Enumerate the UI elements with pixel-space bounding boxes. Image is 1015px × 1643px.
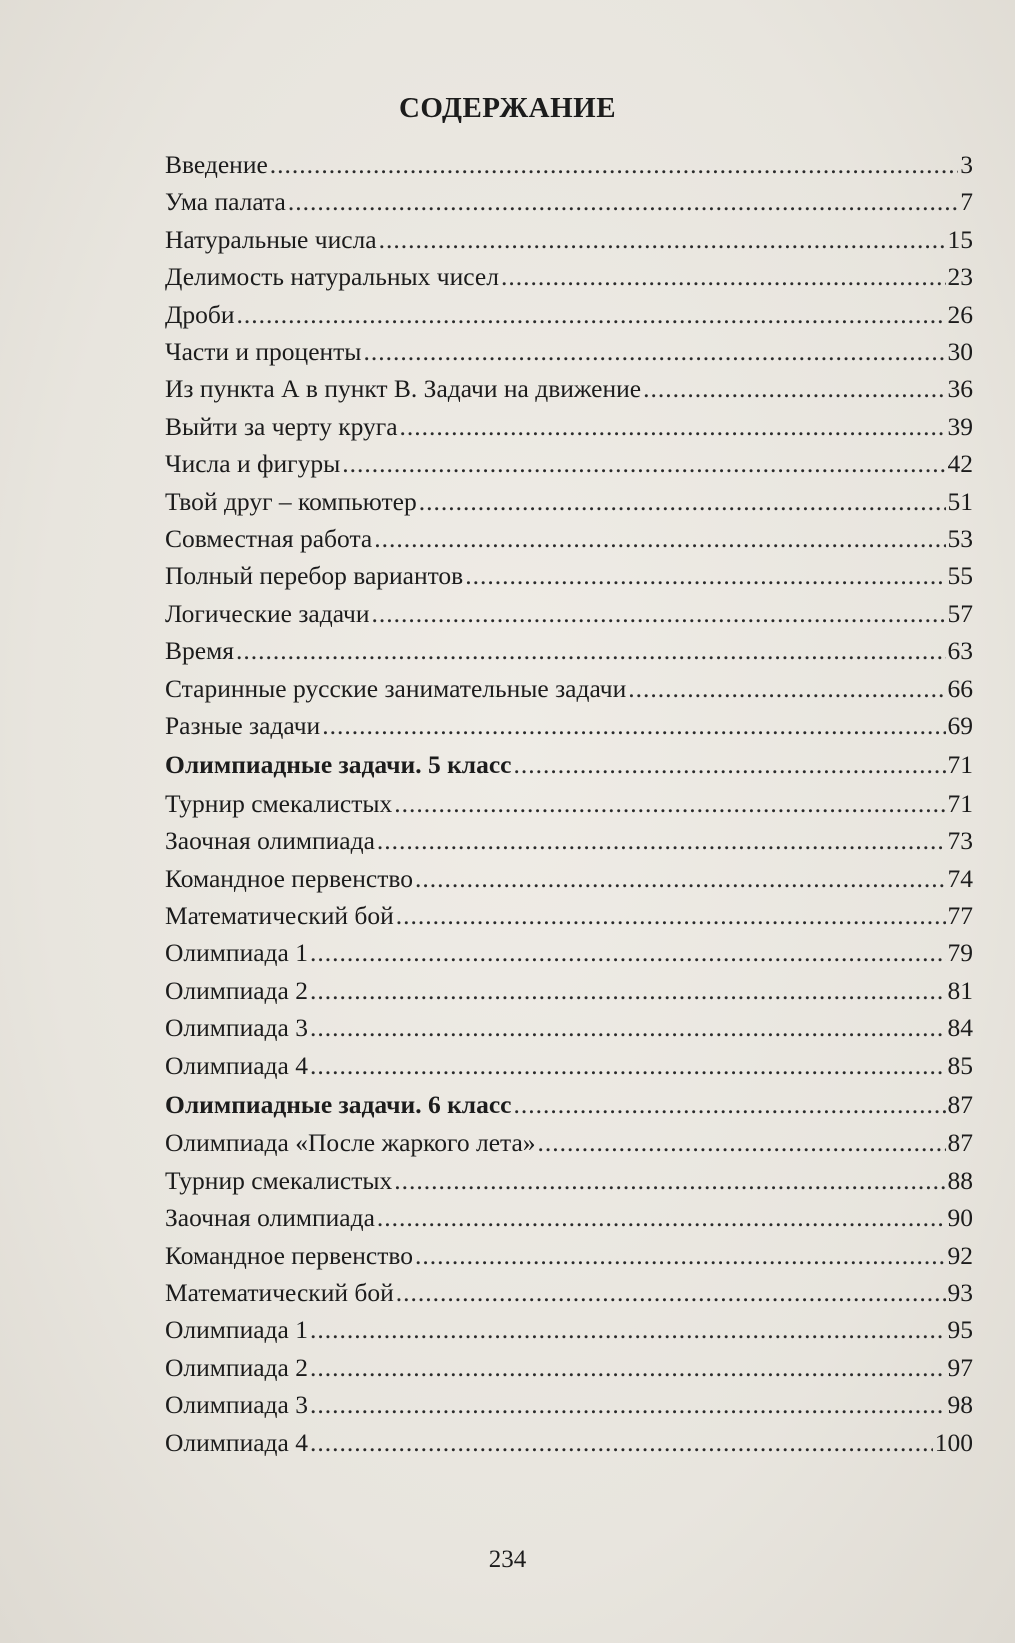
toc-entry xyxy=(165,1237,973,1275)
toc-entry xyxy=(165,785,973,823)
toc-leader-dots xyxy=(394,785,945,823)
toc-entry xyxy=(165,1274,973,1312)
toc-entry xyxy=(165,483,973,521)
toc-leader-dots xyxy=(415,1237,946,1275)
toc-entry-page: 53 xyxy=(947,524,973,553)
toc-entry-label: Олимпиадные задачи. 5 класс xyxy=(165,750,512,779)
toc-entry xyxy=(165,1424,973,1462)
toc-entry xyxy=(165,860,973,898)
toc-entry xyxy=(165,146,973,184)
toc-entry-label: Олимпиада 3 xyxy=(165,1013,308,1042)
toc-entry-label: Олимпиада 3 xyxy=(165,1390,308,1419)
toc-entry xyxy=(165,707,973,745)
toc-entry-page: 71 xyxy=(947,750,973,779)
toc-leader-dots xyxy=(394,1162,945,1200)
toc-entry-label: Олимпиада 1 xyxy=(165,1315,308,1344)
toc-entry-label: Математический бой xyxy=(165,901,394,930)
toc-entry-label: Дроби xyxy=(165,300,235,329)
toc-entry-label: Числа и фигуры xyxy=(165,449,341,478)
toc-leader-dots xyxy=(310,1424,933,1462)
toc-entry-page: 7 xyxy=(960,187,973,216)
toc-entry-label: Полный перебор вариантов xyxy=(165,561,464,590)
toc-entry xyxy=(165,1386,973,1424)
toc-entry-label: Олимпиадные задачи. 6 класс xyxy=(165,1090,512,1119)
toc-entry xyxy=(165,557,973,595)
toc-leader-dots xyxy=(310,1009,946,1047)
toc-leader-dots xyxy=(270,146,958,184)
toc-entry-page: 42 xyxy=(947,449,973,478)
toc-entry-page: 97 xyxy=(947,1353,973,1382)
toc-entry-label: Командное первенство xyxy=(165,864,413,893)
toc-entry-label: Олимпиада 1 xyxy=(165,938,308,967)
toc-entry xyxy=(165,1124,973,1162)
toc-entry xyxy=(165,258,973,296)
toc-entry-label: Заочная олимпиада xyxy=(165,826,375,855)
toc-leader-dots xyxy=(371,595,945,633)
toc-entry xyxy=(165,1047,973,1085)
toc-leader-dots xyxy=(514,1086,946,1124)
toc-leader-dots xyxy=(310,1311,946,1349)
toc-entry-label: Части и проценты xyxy=(165,337,362,366)
toc-entry-label: Олимпиада 4 xyxy=(165,1428,308,1457)
toc-entry-page: 15 xyxy=(947,225,973,254)
toc-entry-page: 66 xyxy=(947,674,973,703)
toc-entry-label: Делимость натуральных чисел xyxy=(165,262,499,291)
toc-leader-dots xyxy=(342,445,945,483)
toc-entry-label: Выйти за черту круга xyxy=(165,412,398,441)
toc-entry-page: 93 xyxy=(947,1278,973,1307)
toc-entry-label: Разные задачи xyxy=(165,711,321,740)
toc-entry-page: 73 xyxy=(947,826,973,855)
toc-entry-label: Совместная работа xyxy=(165,524,373,553)
toc-leader-dots xyxy=(310,1047,946,1085)
toc-entry xyxy=(165,1349,973,1387)
toc-entry xyxy=(165,1009,973,1047)
toc-entry xyxy=(165,595,973,633)
toc-entry-label: Турнир смекалистых xyxy=(165,1166,393,1195)
toc-entry-page: 39 xyxy=(947,412,973,441)
toc-entry-page: 23 xyxy=(947,262,973,291)
toc-leader-dots xyxy=(374,520,945,558)
toc-entry-page: 87 xyxy=(947,1128,973,1157)
toc-leader-dots xyxy=(310,934,946,972)
toc-leader-dots xyxy=(400,408,946,446)
toc-entry-page: 3 xyxy=(960,150,973,179)
toc-entry xyxy=(165,221,973,259)
toc-entry-page: 77 xyxy=(947,901,973,930)
toc-leader-dots xyxy=(465,557,945,595)
toc-entry-page: 81 xyxy=(947,976,973,1005)
toc-entry-page: 95 xyxy=(947,1315,973,1344)
toc-entry xyxy=(165,408,973,446)
toc-entry xyxy=(165,1311,973,1349)
toc-leader-dots xyxy=(396,897,946,935)
toc-entry-label: Старинные русские занимательные задачи xyxy=(165,674,627,703)
toc-entry-page: 87 xyxy=(947,1090,973,1119)
toc-entry-page: 100 xyxy=(934,1428,973,1457)
toc-leader-dots xyxy=(322,707,945,745)
toc-entry-page: 51 xyxy=(947,487,973,516)
toc-entry-label: Олимпиада «После жаркого лета» xyxy=(165,1128,536,1157)
toc-leader-dots xyxy=(514,746,946,784)
toc-leader-dots xyxy=(501,258,946,296)
toc-entry xyxy=(165,296,973,334)
toc-entry-page: 84 xyxy=(947,1013,973,1042)
toc-entry-page: 85 xyxy=(947,1051,973,1080)
toc-entry-page: 36 xyxy=(947,374,973,403)
toc-leader-dots xyxy=(310,1386,946,1424)
toc-entry-page: 63 xyxy=(947,636,973,665)
toc-leader-dots xyxy=(363,333,945,371)
toc-entry xyxy=(165,632,973,670)
toc-leader-dots xyxy=(415,860,946,898)
toc-section-heading xyxy=(165,746,973,784)
toc-leader-dots xyxy=(538,1124,946,1162)
page-title: СОДЕРЖАНИЕ xyxy=(398,92,617,124)
toc-leader-dots xyxy=(396,1274,946,1312)
toc-leader-dots xyxy=(310,1349,946,1387)
toc-entry xyxy=(165,670,973,708)
toc-entry xyxy=(165,1162,973,1200)
toc-leader-dots xyxy=(377,1199,946,1237)
toc-entry-page: 69 xyxy=(947,711,973,740)
toc-entry-page: 90 xyxy=(947,1203,973,1232)
toc-entry xyxy=(165,822,973,860)
toc-leader-dots xyxy=(237,296,946,334)
toc-entry-page: 74 xyxy=(947,864,973,893)
toc-entry-label: Ума палата xyxy=(165,187,286,216)
toc-entry xyxy=(165,972,973,1010)
toc-leader-dots xyxy=(288,183,958,221)
toc-entry-label: Олимпиада 2 xyxy=(165,1353,308,1382)
toc-entry-page: 30 xyxy=(947,337,973,366)
toc-entry-page: 88 xyxy=(947,1166,973,1195)
toc-entry-label: Олимпиада 2 xyxy=(165,976,308,1005)
toc-leader-dots xyxy=(236,632,946,670)
toc-leader-dots xyxy=(643,370,945,408)
toc-entry xyxy=(165,370,973,408)
toc-entry-label: Турнир смекалистых xyxy=(165,789,393,818)
toc-entry-page: 71 xyxy=(947,789,973,818)
toc-entry xyxy=(165,183,973,221)
toc-entry-page: 98 xyxy=(947,1390,973,1419)
toc-entry-label: Командное первенство xyxy=(165,1241,413,1270)
toc-entry-page: 26 xyxy=(947,300,973,329)
toc-entry xyxy=(165,520,973,558)
toc-entry-page: 57 xyxy=(947,599,973,628)
toc-entry-label: Натуральные числа xyxy=(165,225,377,254)
page-number: 234 xyxy=(488,1546,527,1573)
toc-leader-dots xyxy=(310,972,946,1010)
toc-entry-page: 92 xyxy=(947,1241,973,1270)
toc-leader-dots xyxy=(628,670,945,708)
toc-entry-label: Математический бой xyxy=(165,1278,394,1307)
toc-entry-label: Заочная олимпиада xyxy=(165,1203,375,1232)
toc-entry xyxy=(165,1199,973,1237)
toc-section-heading xyxy=(165,1086,973,1124)
toc-entry-page: 55 xyxy=(947,561,973,590)
toc-entry-label: Из пункта А в пункт В. Задачи на движение xyxy=(165,374,642,403)
toc-entry-label: Введение xyxy=(165,150,268,179)
toc-leader-dots xyxy=(379,221,946,259)
toc-entry xyxy=(165,333,973,371)
toc-entry-label: Олимпиада 4 xyxy=(165,1051,308,1080)
toc-entry-page: 79 xyxy=(947,938,973,967)
toc-entry xyxy=(165,897,973,935)
toc-entry-label: Время xyxy=(165,636,234,665)
toc-entry xyxy=(165,934,973,972)
toc-entry-label: Твой друг – компьютер xyxy=(165,487,417,516)
toc-leader-dots xyxy=(377,822,946,860)
toc-entry-label: Логические задачи xyxy=(165,599,370,628)
toc-entry xyxy=(165,445,973,483)
toc-leader-dots xyxy=(419,483,946,521)
